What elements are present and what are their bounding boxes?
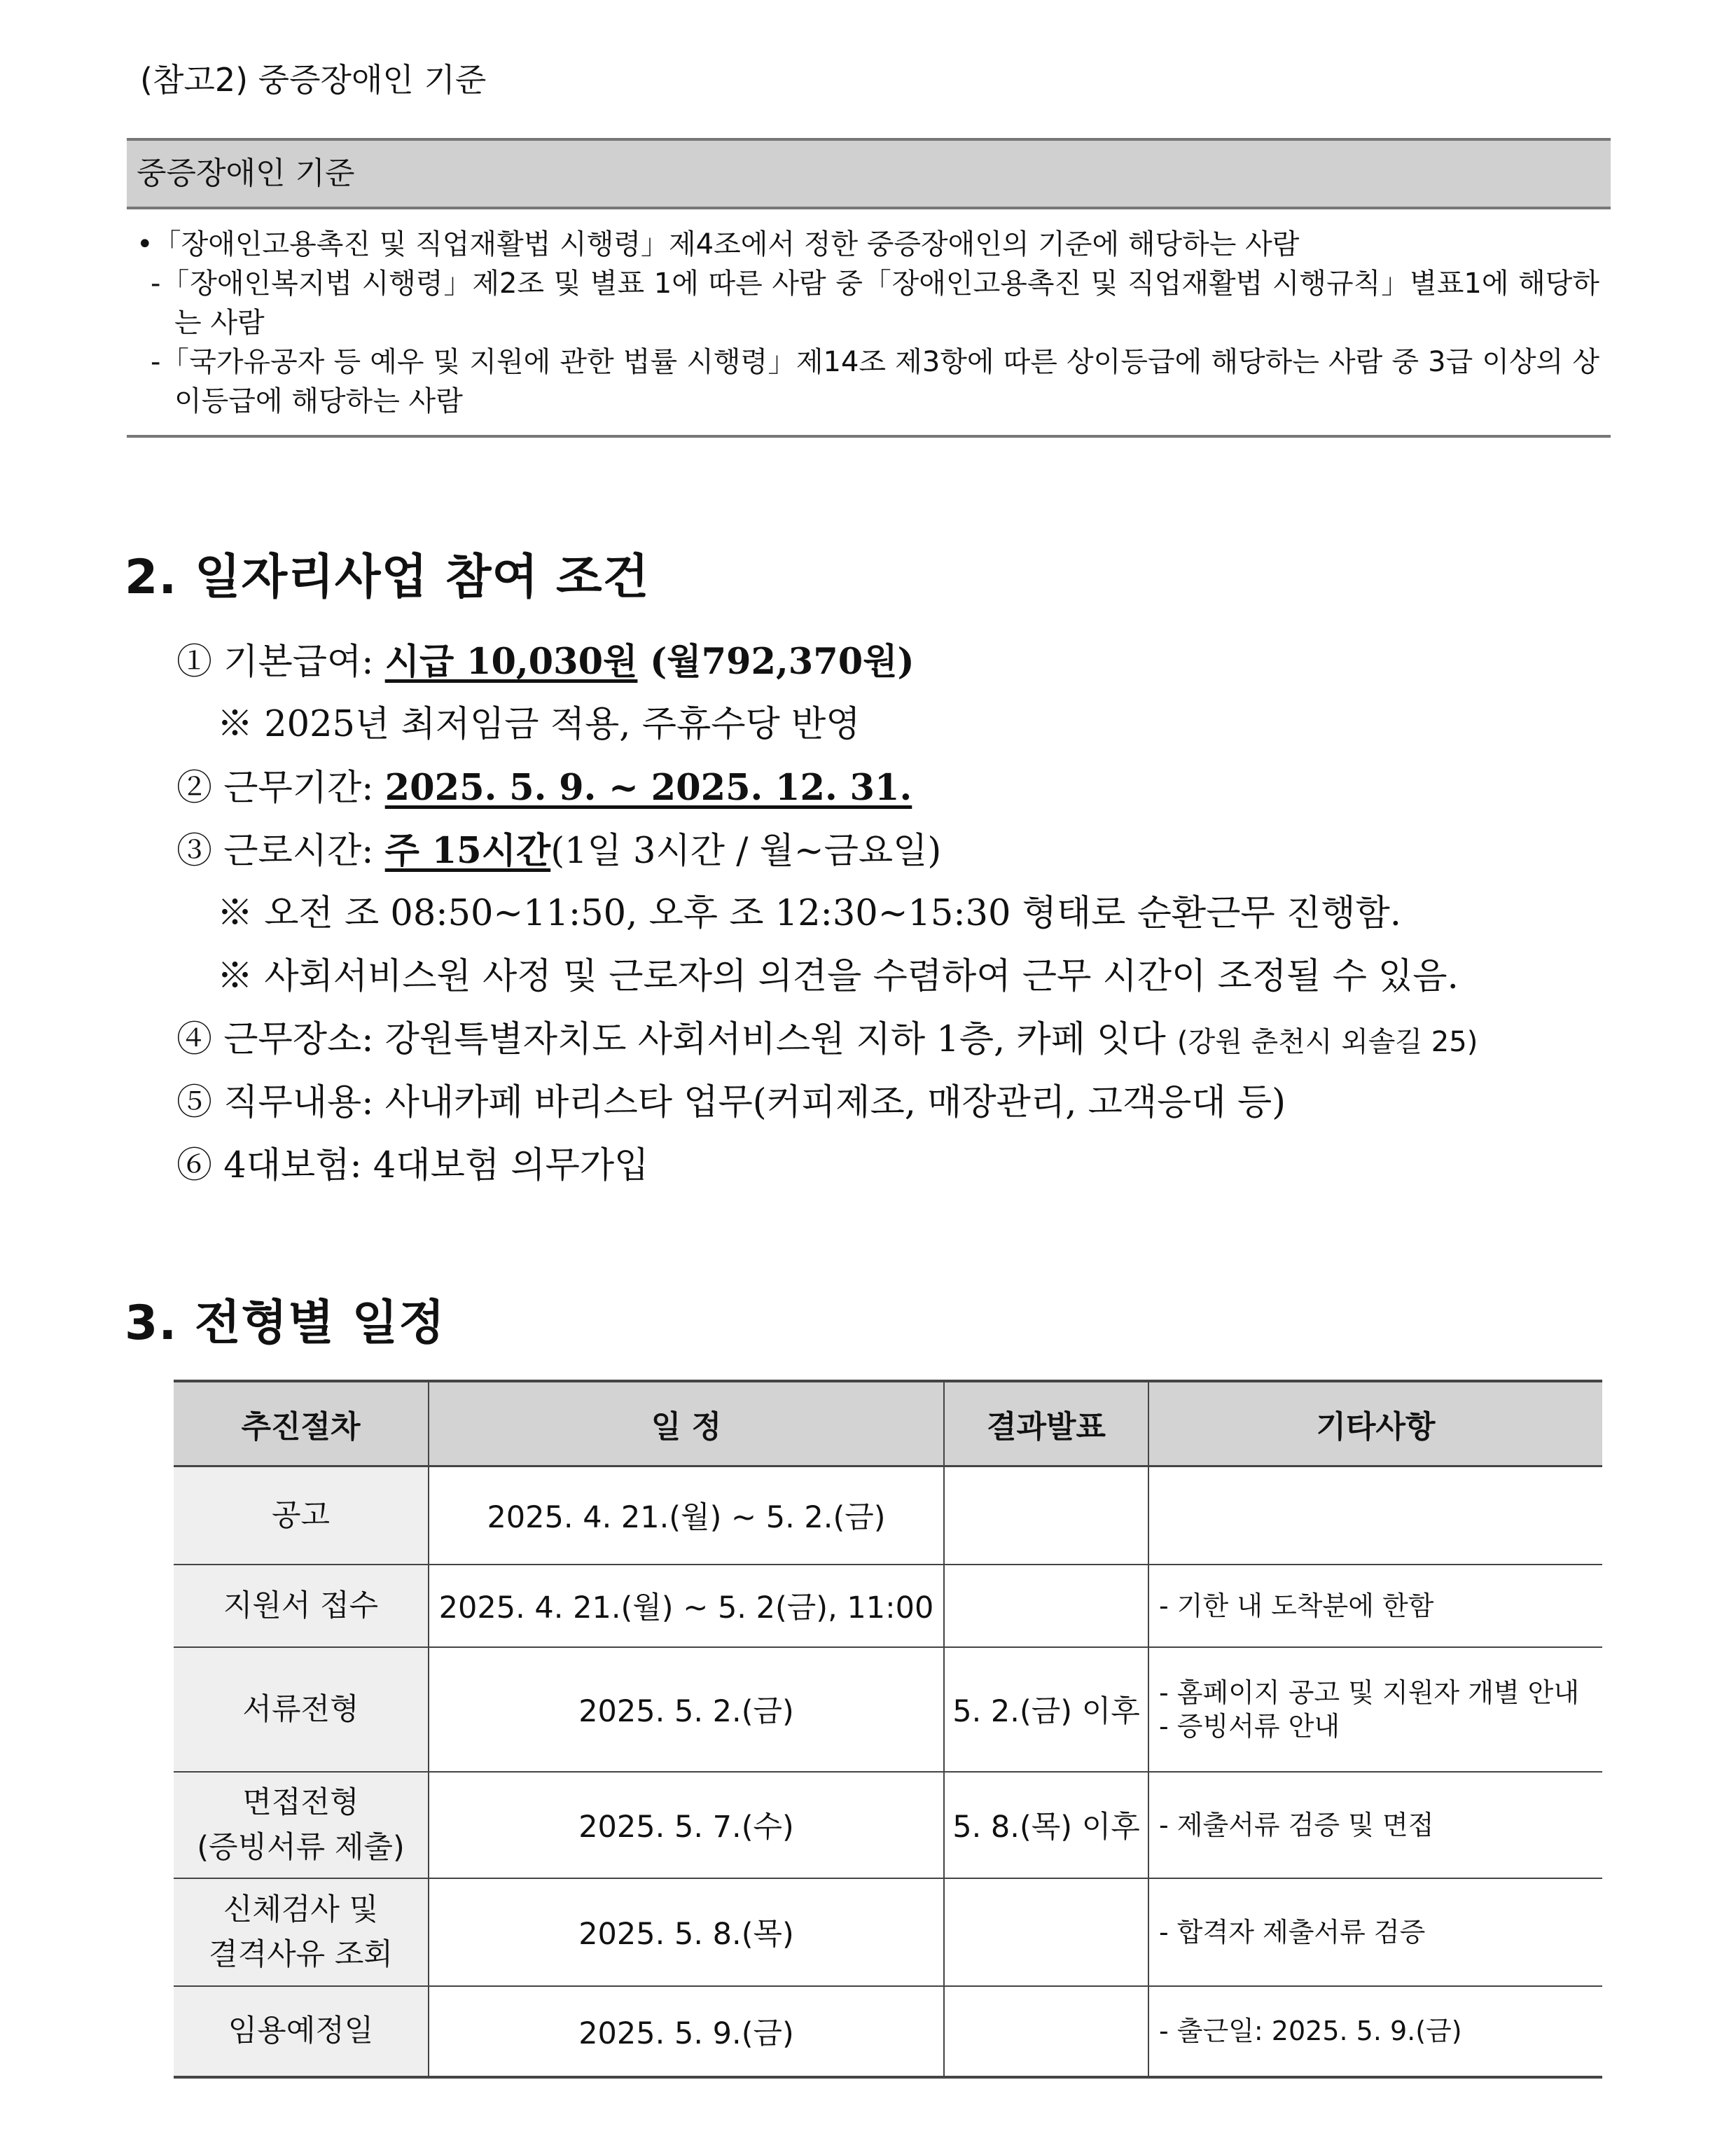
table-row [174,1466,1602,1565]
reference-title: (참고2) 중증장애인 기준 [140,61,487,99]
note-line: - 제출서류 검증 및 면접 [1159,1809,1434,1840]
period-label: ② 근무기간: [176,768,385,809]
step-label: 지원서 접수 [223,1588,379,1623]
table-header-row [174,1381,1602,1466]
duty-item: ⑤ 직무내용: 사내카페 바리스타 업무(커피제조, 매장관리, 고객응대 등) [176,1082,1286,1123]
step-label: 임용예정일 [228,2013,374,2048]
note-line: - 기한 내 도착분에 한함 [1159,1590,1434,1621]
note-cell [1148,1647,1602,1772]
step-label-2: 결격사유 조회 [209,1936,393,1972]
date-cell: 2025. 4. 21.(월) ~ 5. 2(금), 11:00 [429,1565,944,1647]
result-cell [944,1986,1148,2077]
note-cell [1148,1878,1602,1986]
wage-note: ※ 2025년 최저임금 적용, 주휴수당 반영 [217,704,861,745]
place-label: ④ 근무장소: 강원특별자치도 사회서비스원 지하 1층, 카페 잇다 [176,1019,1177,1060]
hours-value: 주 15시간 [384,830,551,872]
result-cell [944,1878,1148,1986]
step-cell [174,1986,429,2077]
date-cell: 2025. 5. 9.(금) [429,1986,944,2077]
note-line: - 출근일: 2025. 5. 9.(금) [1159,2016,1462,2046]
conditions-list [176,630,1619,1198]
result-cell: 5. 8.(목) 이후 [944,1772,1148,1878]
table-row [174,1986,1602,2077]
hours-item [176,819,1619,882]
step-label: 면접전형 [242,1784,359,1820]
place-item [176,1008,1619,1072]
hours-detail: (1일 3시간 / 월~금요일) [550,831,942,872]
period-value: 2025. 5. 9. ~ 2025. 12. 31. [384,767,912,809]
period-item [176,756,1619,819]
criteria-sub-item: -「국가유공자 등 예우 및 지원에 관한 법률 시행령」제14조 제3항에 따른 상이등급에 해당하는 사람 중 3급 이상의 상이등급에 해당하는 사람 [151,346,1599,417]
column-header: 기타사항 [1148,1381,1602,1466]
criteria-box [127,138,1611,438]
hours-label: ③ 근로시간: [176,831,385,872]
wage-label: ① 기본급여: [176,641,385,683]
step-cell [174,1878,429,1986]
note-line: - 합격자 제출서류 검증 [1159,1916,1426,1948]
step-label-2: (증빙서류 제출) [197,1829,405,1865]
column-header: 결과발표 [944,1381,1148,1466]
column-header: 추진절차 [174,1381,429,1466]
note-line: - 증빙서류 안내 [1159,1710,1340,1742]
step-cell [174,1565,429,1647]
step-label: 공고 [271,1497,331,1533]
criteria-sub-item: -「장애인복지법 시행령」제2조 및 별표 1에 따른 사람 중「장애인고용촉진 및 직업재활법 시행규칙」별표1에 해당하는 사람 [151,268,1599,339]
result-cell [944,1565,1148,1647]
section-2-title: 2. 일자리사업 참여 조건 [125,550,650,605]
table-row [174,1647,1602,1772]
date-cell: 2025. 5. 7.(수) [429,1772,944,1878]
table-row [174,1772,1602,1878]
place-address: (강원 춘천시 외솔길 25) [1176,1026,1478,1058]
table-row [174,1565,1602,1647]
date-cell: 2025. 5. 2.(금) [429,1647,944,1772]
step-cell [174,1772,429,1878]
note-cell [1148,1772,1602,1878]
table-row [174,1878,1602,1986]
section-3-title: 3. 전형별 일정 [125,1296,445,1351]
criteria-bullet: •「장애인고용촉진 및 직업재활법 시행령」제4조에서 정한 중증장애인의 기준에 해당하는 사람 [137,228,1300,261]
wage-monthly: (월792,370원) [637,641,915,683]
insurance-item: ⑥ 4대보험: 4대보험 의무가입 [176,1145,649,1186]
column-header: 일 정 [429,1381,944,1466]
wage-hourly: 시급 10,030원 [384,641,638,683]
result-cell [944,1466,1148,1565]
step-label: 신체검사 및 [223,1892,379,1927]
note-line: - 홈페이지 공고 및 지원자 개별 안내 [1159,1677,1580,1708]
date-cell: 2025. 4. 21.(월) ~ 5. 2.(금) [429,1466,944,1565]
schedule-table [174,1380,1602,2079]
criteria-body [127,209,1611,438]
note-cell [1148,1986,1602,2077]
note-cell [1148,1565,1602,1647]
note-cell [1148,1466,1602,1565]
criteria-header: 중증장애인 기준 [127,138,1611,209]
date-cell: 2025. 5. 8.(목) [429,1878,944,1986]
step-cell [174,1466,429,1565]
step-cell [174,1647,429,1772]
hours-note: ※ 사회서비스원 사정 및 근로자의 의견을 수렴하여 근무 시간이 조정될 수 있음. [217,956,1459,997]
result-cell: 5. 2.(금) 이후 [944,1647,1148,1772]
wage-item [176,630,1619,693]
hours-note: ※ 오전 조 08:50~11:50, 오후 조 12:30~15:30 형태로 순환근무 진행함. [217,893,1401,934]
step-label: 서류전형 [242,1691,359,1727]
